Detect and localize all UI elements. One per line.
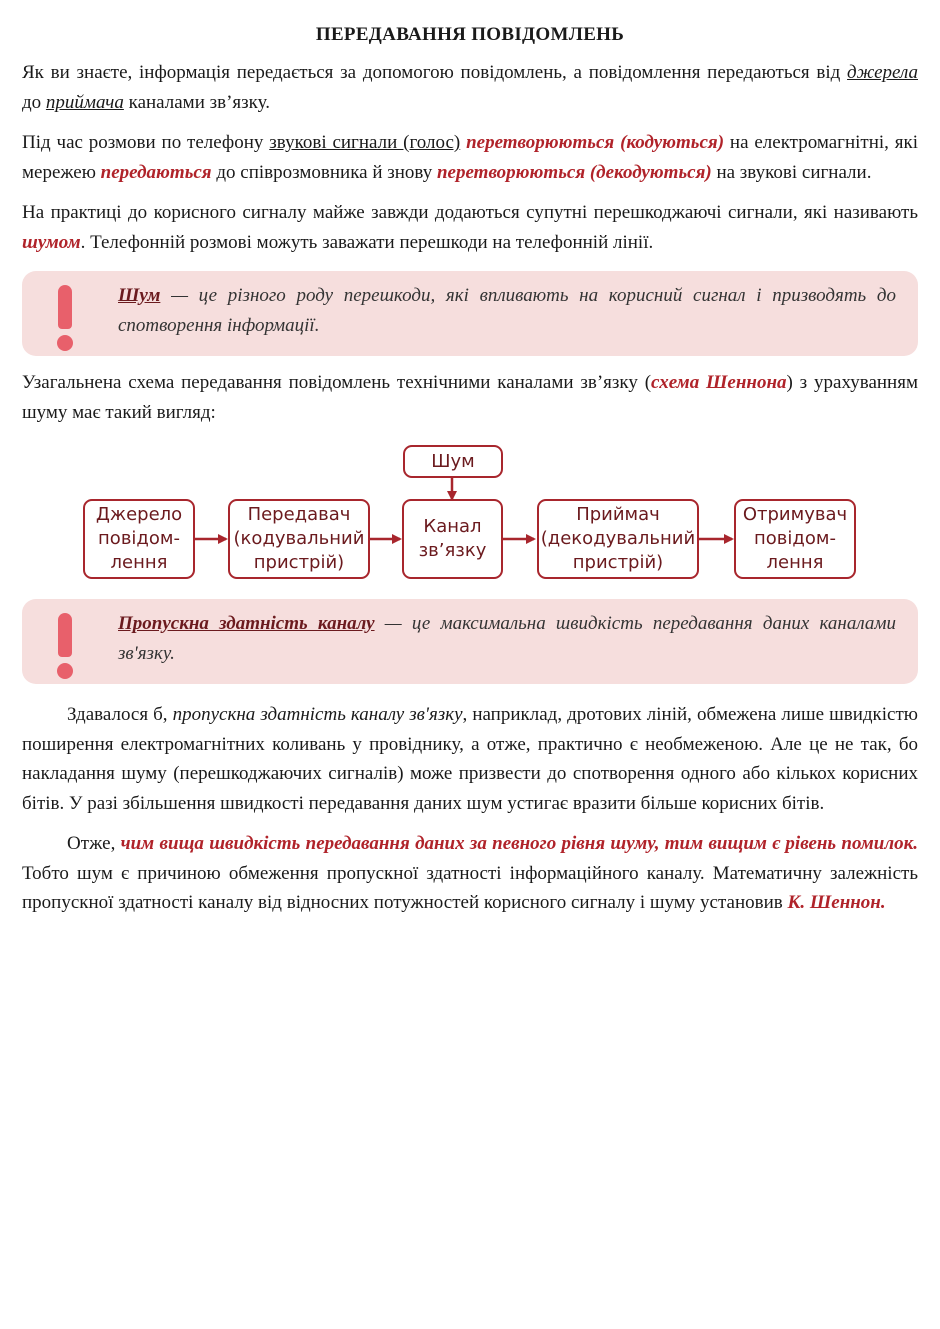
box-line: повідом- xyxy=(98,528,180,549)
exclamation-icon xyxy=(52,285,78,351)
paragraph-capacity xyxy=(22,700,918,818)
text: Тобто шум є причиною обмеження пропускної здатності інформаційного каналу. Математичну залежність пропускної здатності каналу від відносних потужностей корисного сигналу і шуму установив xyxy=(22,862,918,913)
paragraph-intro xyxy=(22,58,918,117)
definition-noise-note xyxy=(22,271,918,356)
diagram-source-box xyxy=(83,499,195,579)
term-shannon: К. Шеннон. xyxy=(787,892,886,913)
term-source: джерела xyxy=(847,62,918,83)
page xyxy=(22,0,918,918)
exclamation-icon xyxy=(52,613,78,679)
term-capacity: пропускна здатність каналу зв'язку xyxy=(172,704,463,725)
paragraph-phone xyxy=(22,128,918,187)
note-term: Шум xyxy=(118,285,161,306)
diagram-channel-box xyxy=(402,499,503,579)
paragraph-conclusion xyxy=(22,829,918,918)
definition-capacity-note xyxy=(22,599,918,684)
box-line: лення xyxy=(110,552,168,573)
box-line: Приймач xyxy=(576,504,660,525)
text: Узагальнена схема передавання повідомлень технічними каналами зв’язку ( xyxy=(22,372,652,393)
box-line: зв’язку xyxy=(418,540,487,561)
box-line: пристрій) xyxy=(253,552,345,573)
page-title: ПЕРЕДАВАННЯ ПОВІДОМЛЕНЬ xyxy=(315,24,625,45)
term-shannon-scheme: схема Шеннона xyxy=(651,372,787,393)
box-line: лення xyxy=(766,552,824,573)
note-definition: — це різного роду перешкоди, які впливають на корисний сигнал і призводять до спотворення інформації. xyxy=(118,285,896,336)
diagram-noise-label: Шум xyxy=(431,450,475,472)
term-receiver: приймача xyxy=(45,91,124,113)
text: На практиці до корисного сигналу майже завжди додаються супутні перешкоджаючі сигнали, які називають xyxy=(22,202,918,223)
box-line: Джерело xyxy=(95,504,183,525)
box-line: пристрій) xyxy=(572,552,664,573)
box-line: Канал xyxy=(423,516,482,537)
text: на електромагнітні, які мережею xyxy=(22,132,919,183)
box-line: Отримувач xyxy=(742,504,848,525)
note-text xyxy=(22,599,918,684)
term-transmit: передаються xyxy=(100,161,212,183)
text: Отже, xyxy=(67,833,121,854)
text: Здавалося б, xyxy=(67,704,173,725)
text: до співрозмовника й знову xyxy=(211,161,437,183)
box-line: Передавач xyxy=(247,504,351,525)
paragraph-scheme xyxy=(22,368,918,427)
text: . Телефонній розмові можуть заважати перешкоди на телефонній лінії. xyxy=(80,231,654,253)
term-error-rule: чим вища швидкість передавання даних за певного рівня шуму, тим вищим є рівень помилок. xyxy=(120,833,918,854)
note-definition: — це максимальна швидкість передавання даних каналами зв'язку. xyxy=(118,613,897,664)
paragraph-noise xyxy=(22,198,918,257)
text: , наприклад, дротових ліній, обмежена лише швидкістю поширення електромагнітних коливань у провіднику, а отже, практично є необмеженою. Але це не так, бо накладання шуму (перешкоджаючих сигналів) може призвести до спотворення одного або кількох корисних бітів. У разі збільшення швидкості передавання даних шум устигає вразити більше корисних бітів. xyxy=(22,704,918,814)
shannon-diagram xyxy=(22,441,918,591)
box-line: повідом- xyxy=(754,528,836,549)
diagram-noise-box xyxy=(403,445,503,478)
box-line: (кодувальний xyxy=(233,528,365,549)
text: до xyxy=(22,91,46,113)
term-encode: перетворюються (кодуються) xyxy=(466,132,725,153)
term-sound-signals: звукові сигнали (голос) xyxy=(269,132,461,153)
diagram-receiver-box xyxy=(537,499,699,579)
text: ) з урахуванням шуму має такий вигляд: xyxy=(22,372,918,423)
text: Як ви знаєте, інформація передається за допомогою повідомлень, а повідомлення передаються від xyxy=(22,62,848,83)
text: каналами зв’язку. xyxy=(123,91,270,113)
diagram-destination-box xyxy=(734,499,856,579)
term-decode: перетворюються (декодуються) xyxy=(436,161,712,183)
term-noise: шумом xyxy=(22,231,81,253)
note-text xyxy=(22,271,918,356)
diagram-transmitter-box xyxy=(228,499,370,579)
box-line: (декодувальний xyxy=(540,528,696,549)
text: на звукові сигнали. xyxy=(711,161,872,183)
text: Під час розмови по телефону xyxy=(22,132,270,153)
note-term: Пропускна здатність каналу xyxy=(118,613,375,634)
